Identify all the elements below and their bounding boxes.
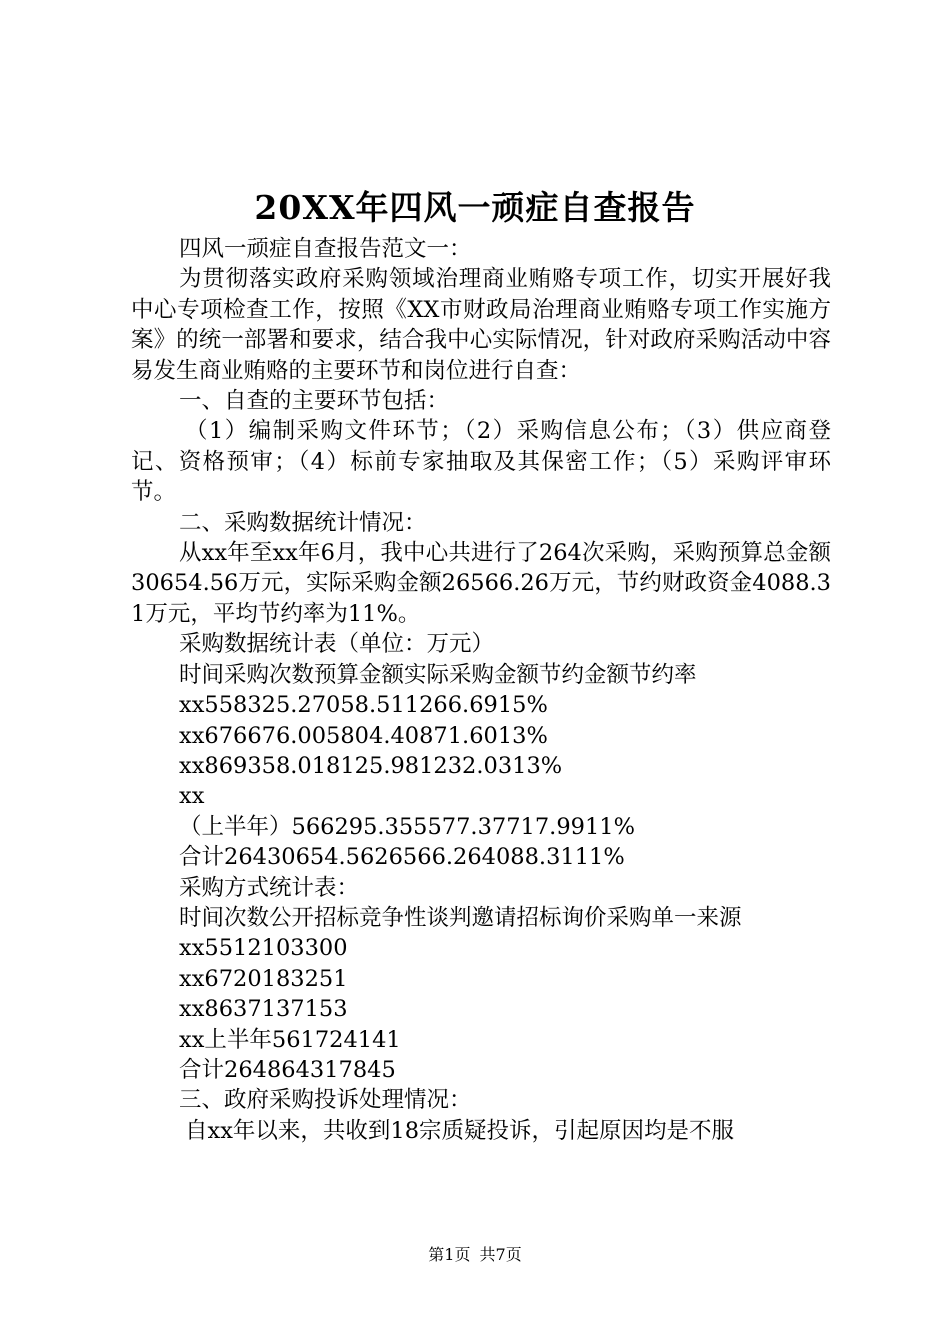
page-total: 共7页 — [479, 1245, 522, 1264]
paragraph: 为贯彻落实政府采购领域治理商业贿赂专项工作，切实开展好我中心专项检查工作，按照《XX市财政局治理商业贿赂专项工作实施方案》的统一部署和要求，结合我中心实际情况，针对政府采购活动中容易发生商业贿赂的主要环节和岗位进行自查： — [131, 266, 831, 384]
section-heading: 一、自查的主要环节包括： — [179, 388, 450, 415]
paragraph-intro: 四风一顽症自查报告范文一： — [179, 236, 472, 262]
table-row-line: xx5512103300 — [179, 935, 348, 962]
document-body — [131, 234, 831, 1146]
table-row-line: xx上半年561724141 — [179, 1026, 401, 1053]
table-header-line: 时间采购次数预算金额实际采购金额节约金额节约率 — [179, 661, 697, 688]
table-total-line: 合计264864317845 — [179, 1056, 396, 1083]
table-total-line: 合计26430654.5626566.264088.3111% — [179, 844, 625, 871]
document-title: 20XX年四风一顽症自查报告 — [254, 188, 696, 227]
paragraph: （1）编制采购文件环节；（2）采购信息公布；（3）供应商登记、资格预审；（4）标前专家抽取及其保密工作；（5）采购评审环节。 — [131, 418, 831, 506]
table-caption: 采购数据统计表（单位：万元） — [179, 631, 495, 658]
paragraph: 自xx年以来，共收到18宗质疑投诉，引起原因均是不服 — [185, 1117, 735, 1144]
table-row-line: xx8637137153 — [179, 996, 348, 1023]
table-caption: 采购方式统计表： — [179, 874, 360, 901]
table-row-line: xx — [179, 783, 205, 810]
table-row-line: xx676676.005804.40871.6013% — [179, 722, 548, 749]
paragraph: 从xx年至xx年6月，我中心共进行了264次采购，采购预算总金额30654.56万元，实际采购金额26566.26万元，节约财政资金4088.31万元，平均节约率为11%。 — [131, 540, 831, 627]
table-row-line: xx558325.27058.511266.6915% — [179, 692, 548, 719]
section-heading: 三、政府采购投诉处理情况： — [179, 1087, 472, 1114]
page-footer — [0, 1244, 950, 1266]
page-number: 第1页 — [428, 1245, 471, 1264]
table-row-line: （上半年）566295.355577.37717.9911% — [179, 813, 635, 840]
table-row-line: xx869358.018125.981232.0313% — [179, 752, 563, 779]
table-row-line: xx6720183251 — [179, 965, 348, 992]
section-heading: 二、采购数据统计情况： — [179, 509, 427, 536]
table-header-line: 时间次数公开招标竞争性谈判邀请招标询价采购单一来源 — [179, 904, 742, 931]
